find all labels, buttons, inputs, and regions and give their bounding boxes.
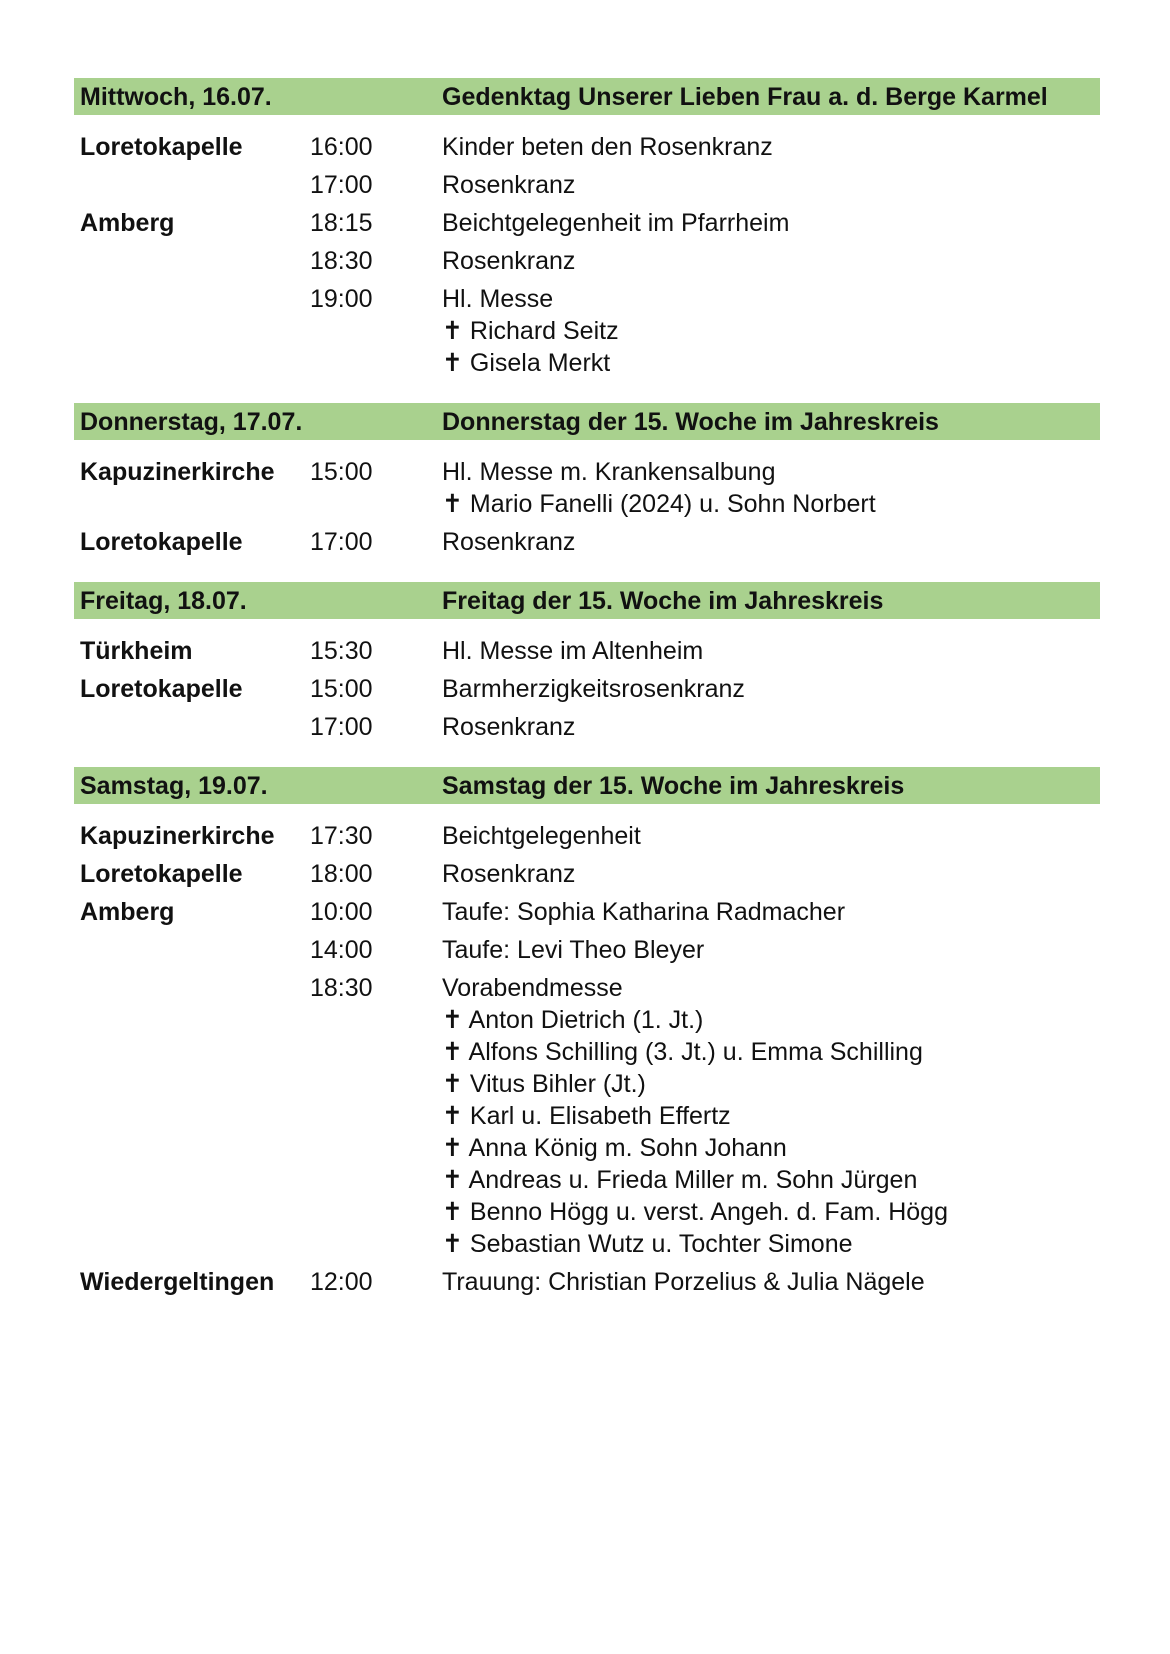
cross-icon: ✝ [442,1038,463,1066]
cross-icon: ✝ [442,1198,463,1226]
entry-text: Taufe: Sophia Katharina Radmacher [442,898,846,926]
mass-intention [442,1228,1100,1260]
cross-icon: ✝ [442,490,463,518]
schedule-entry [74,858,1100,890]
day-header [74,767,1100,804]
intention-name: Anton Dietrich (1. Jt.) [468,1006,704,1034]
entry-description [442,283,1100,379]
entry-text: Hl. Messe im Altenheim [442,637,704,665]
day-entries [74,804,1100,1298]
day-entries [74,619,1100,743]
cross-icon: ✝ [442,317,463,345]
entry-location: Kapuzinerkirche [80,822,275,850]
entry-text: Rosenkranz [442,528,576,556]
entry-time: 17:30 [310,822,373,850]
entry-text: Rosenkranz [442,171,576,199]
schedule [74,78,1100,1322]
day-date: Mittwoch, 16.07. [80,83,272,111]
cross-icon: ✝ [442,1230,463,1258]
intention-name: Anna König m. Sohn Johann [468,1134,787,1162]
entry-time: 17:00 [310,171,373,199]
intention-name: Benno Högg u. verst. Angeh. d. Fam. Högg [469,1198,948,1226]
entry-location [74,934,310,966]
entry-location: Amberg [80,898,175,926]
schedule-entry [74,896,1100,928]
entry-description [442,1266,1100,1298]
entry-description [442,635,1100,667]
mass-intention [442,1036,1100,1068]
entry-time: 17:00 [310,713,373,741]
entry-description [442,169,1100,201]
entry-text: Hl. Messe m. Krankensalbung [442,458,776,486]
day-title: Gedenktag Unserer Lieben Frau a. d. Berge Karmel [442,83,1048,111]
entry-time: 16:00 [310,133,373,161]
entry-description [442,131,1100,163]
entry-text: Beichtgelegenheit im Pfarrheim [442,209,790,237]
intention-name: Sebastian Wutz u. Tochter Simone [469,1230,853,1258]
intention-name: Andreas u. Frieda Miller m. Sohn Jürgen [468,1166,918,1194]
day-section [74,582,1100,743]
day-header [74,403,1100,440]
entry-text: Kinder beten den Rosenkranz [442,133,773,161]
entry-text: Taufe: Levi Theo Bleyer [442,936,705,964]
schedule-entry [74,711,1100,743]
schedule-entry [74,283,1100,379]
entry-description [442,526,1100,558]
schedule-entry [74,1266,1100,1298]
entry-time: 17:00 [310,528,373,556]
entry-location: Türkheim [80,637,193,665]
cross-icon: ✝ [442,349,463,377]
day-title: Samstag der 15. Woche im Jahreskreis [442,772,905,800]
day-entries [74,115,1100,379]
entry-location [74,972,310,1260]
entry-location: Loretokapelle [80,133,243,161]
mass-intention [442,488,1100,520]
intention-name: Gisela Merkt [469,349,611,377]
entry-description [442,820,1100,852]
day-section [74,403,1100,558]
mass-intention [442,1196,1100,1228]
mass-intention [442,1004,1100,1036]
entry-time: 18:30 [310,974,373,1002]
entry-location: Kapuzinerkirche [80,458,275,486]
intention-name: Alfons Schilling (3. Jt.) u. Emma Schilling [468,1038,923,1066]
entry-text: Trauung: Christian Porzelius & Julia Nägele [442,1268,925,1296]
day-section [74,78,1100,379]
entry-time: 12:00 [310,1268,373,1296]
day-date: Donnerstag, 17.07. [80,408,303,436]
entry-description [442,673,1100,705]
schedule-entry [74,169,1100,201]
schedule-entry [74,934,1100,966]
entry-location [74,245,310,277]
day-entries [74,440,1100,558]
entry-description [442,934,1100,966]
entry-time: 18:00 [310,860,373,888]
intention-name: Karl u. Elisabeth Effertz [469,1102,731,1130]
entry-location [74,283,310,379]
day-date: Freitag, 18.07. [80,587,247,615]
entry-time: 15:00 [310,458,373,486]
cross-icon: ✝ [442,1102,463,1130]
entry-time: 14:00 [310,936,373,964]
entry-time: 18:30 [310,247,373,275]
entry-location [74,711,310,743]
intention-name: Mario Fanelli (2024) u. Sohn Norbert [469,490,876,518]
entry-location: Wiedergeltingen [80,1268,275,1296]
entry-time: 10:00 [310,898,373,926]
intention-name: Richard Seitz [469,317,619,345]
cross-icon: ✝ [442,1070,463,1098]
intention-name: Vitus Bihler (Jt.) [469,1070,646,1098]
entry-description [442,456,1100,520]
mass-intention [442,1100,1100,1132]
day-section [74,767,1100,1298]
entry-text: Rosenkranz [442,713,576,741]
schedule-entry [74,635,1100,667]
schedule-entry [74,245,1100,277]
cross-icon: ✝ [442,1134,463,1162]
entry-location: Loretokapelle [80,675,243,703]
cross-icon: ✝ [442,1006,463,1034]
entry-description [442,245,1100,277]
mass-intention [442,347,1100,379]
mass-intention [442,1068,1100,1100]
entry-text: Hl. Messe [442,285,554,313]
schedule-entry [74,820,1100,852]
entry-time: 19:00 [310,285,373,313]
entry-location: Amberg [80,209,175,237]
day-title: Donnerstag der 15. Woche im Jahreskreis [442,408,939,436]
entry-location: Loretokapelle [80,528,243,556]
day-header [74,582,1100,619]
schedule-entry [74,456,1100,520]
entry-time: 18:15 [310,209,373,237]
schedule-entry [74,207,1100,239]
mass-intention [442,1164,1100,1196]
entry-time: 15:00 [310,675,373,703]
entry-text: Barmherzigkeitsrosenkranz [442,675,745,703]
entry-location: Loretokapelle [80,860,243,888]
mass-intention [442,315,1100,347]
entry-text: Rosenkranz [442,247,576,275]
entry-text: Rosenkranz [442,860,576,888]
mass-intention [442,1132,1100,1164]
day-title: Freitag der 15. Woche im Jahreskreis [442,587,884,615]
entry-text: Beichtgelegenheit [442,822,641,850]
entry-location [74,169,310,201]
entry-time: 15:30 [310,637,373,665]
schedule-entry [74,131,1100,163]
entry-text: Vorabendmesse [442,974,623,1002]
entry-description [442,207,1100,239]
entry-description [442,972,1100,1260]
schedule-entry [74,972,1100,1260]
schedule-entry [74,526,1100,558]
entry-description [442,858,1100,890]
entry-description [442,896,1100,928]
schedule-entry [74,673,1100,705]
day-header [74,78,1100,115]
cross-icon: ✝ [442,1166,463,1194]
day-date: Samstag, 19.07. [80,772,268,800]
entry-description [442,711,1100,743]
